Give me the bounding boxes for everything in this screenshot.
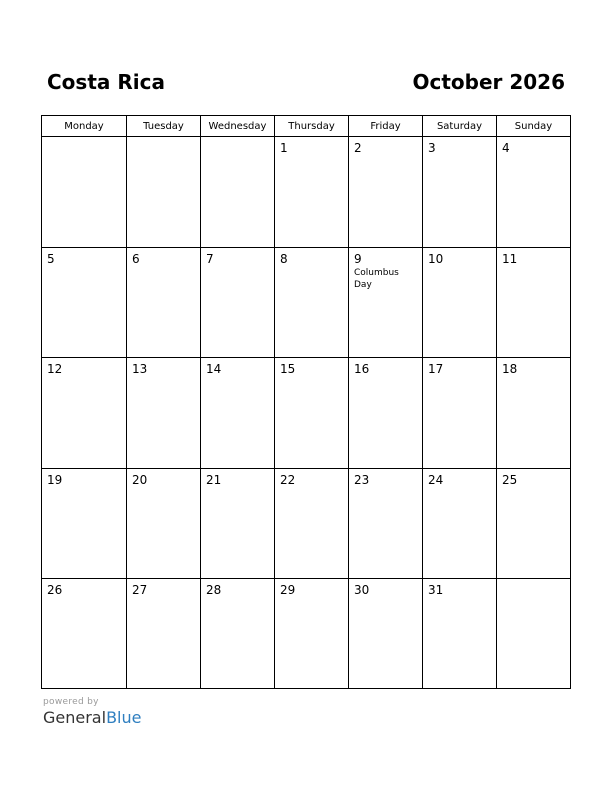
day-number: 11 [502,252,518,266]
logo-general-text: General [43,708,107,727]
holiday-label: Columbus Day [354,268,399,290]
logo-blue-text: Blue [106,708,142,727]
day-cell [275,358,349,469]
month-year-title: October 2026 [412,70,565,94]
weekday-header: Saturday [423,116,497,137]
day-number: 26 [47,583,63,597]
day-number: 2 [354,141,362,155]
day-cell [201,137,275,248]
day-cell [201,248,275,358]
day-cell [349,248,423,358]
day-number: 25 [502,473,518,487]
day-cell [275,469,349,579]
day-number: 3 [428,141,436,155]
day-number: 24 [428,473,444,487]
day-cell [423,137,497,248]
day-cell [349,137,423,248]
country-title: Costa Rica [47,70,165,94]
day-cell [497,469,570,579]
day-cell [349,579,423,688]
powered-by-label: powered by [43,697,99,707]
day-number: 18 [502,362,518,376]
generalblue-logo [43,708,141,727]
day-number: 17 [428,362,444,376]
day-cell [127,579,201,688]
day-number: 29 [280,583,296,597]
day-cell [275,579,349,688]
day-number: 21 [206,473,222,487]
day-cell [423,358,497,469]
day-cell [275,137,349,248]
day-cell [127,469,201,579]
day-number: 6 [132,252,140,266]
weekday-header: Thursday [275,116,349,137]
day-cell [201,469,275,579]
day-number: 27 [132,583,148,597]
day-cell [275,248,349,358]
day-number: 19 [47,473,63,487]
day-cell [42,248,127,358]
day-cell [349,469,423,579]
day-number: 12 [47,362,63,376]
day-number: 30 [354,583,370,597]
day-number: 5 [47,252,55,266]
day-number: 10 [428,252,444,266]
day-cell [201,579,275,688]
day-number: 16 [354,362,370,376]
day-number: 14 [206,362,222,376]
day-number: 4 [502,141,510,155]
day-cell [127,137,201,248]
day-number: 8 [280,252,288,266]
weekday-header: Sunday [497,116,570,137]
day-number: 7 [206,252,214,266]
day-cell [423,248,497,358]
day-number: 20 [132,473,148,487]
day-number: 13 [132,362,148,376]
day-cell [349,358,423,469]
day-cell [201,358,275,469]
day-cell [127,358,201,469]
footer-branding [43,697,141,727]
day-number: 23 [354,473,370,487]
day-cell [423,469,497,579]
weekday-header: Monday [42,116,127,137]
day-number: 31 [428,583,444,597]
day-cell [497,579,570,688]
day-cell [42,358,127,469]
day-cell [423,579,497,688]
day-cell [127,248,201,358]
day-number: 15 [280,362,296,376]
weekday-header: Tuesday [127,116,201,137]
day-number: 22 [280,473,296,487]
weekday-header: Friday [349,116,423,137]
day-cell [497,137,570,248]
day-cell [497,248,570,358]
weekday-header: Wednesday [201,116,275,137]
day-cell [42,137,127,248]
day-cell [497,358,570,469]
day-cell [42,579,127,688]
calendar-grid [41,115,571,689]
day-cell [42,469,127,579]
day-number: 28 [206,583,222,597]
day-number: 9 [354,252,362,266]
day-number: 1 [280,141,288,155]
